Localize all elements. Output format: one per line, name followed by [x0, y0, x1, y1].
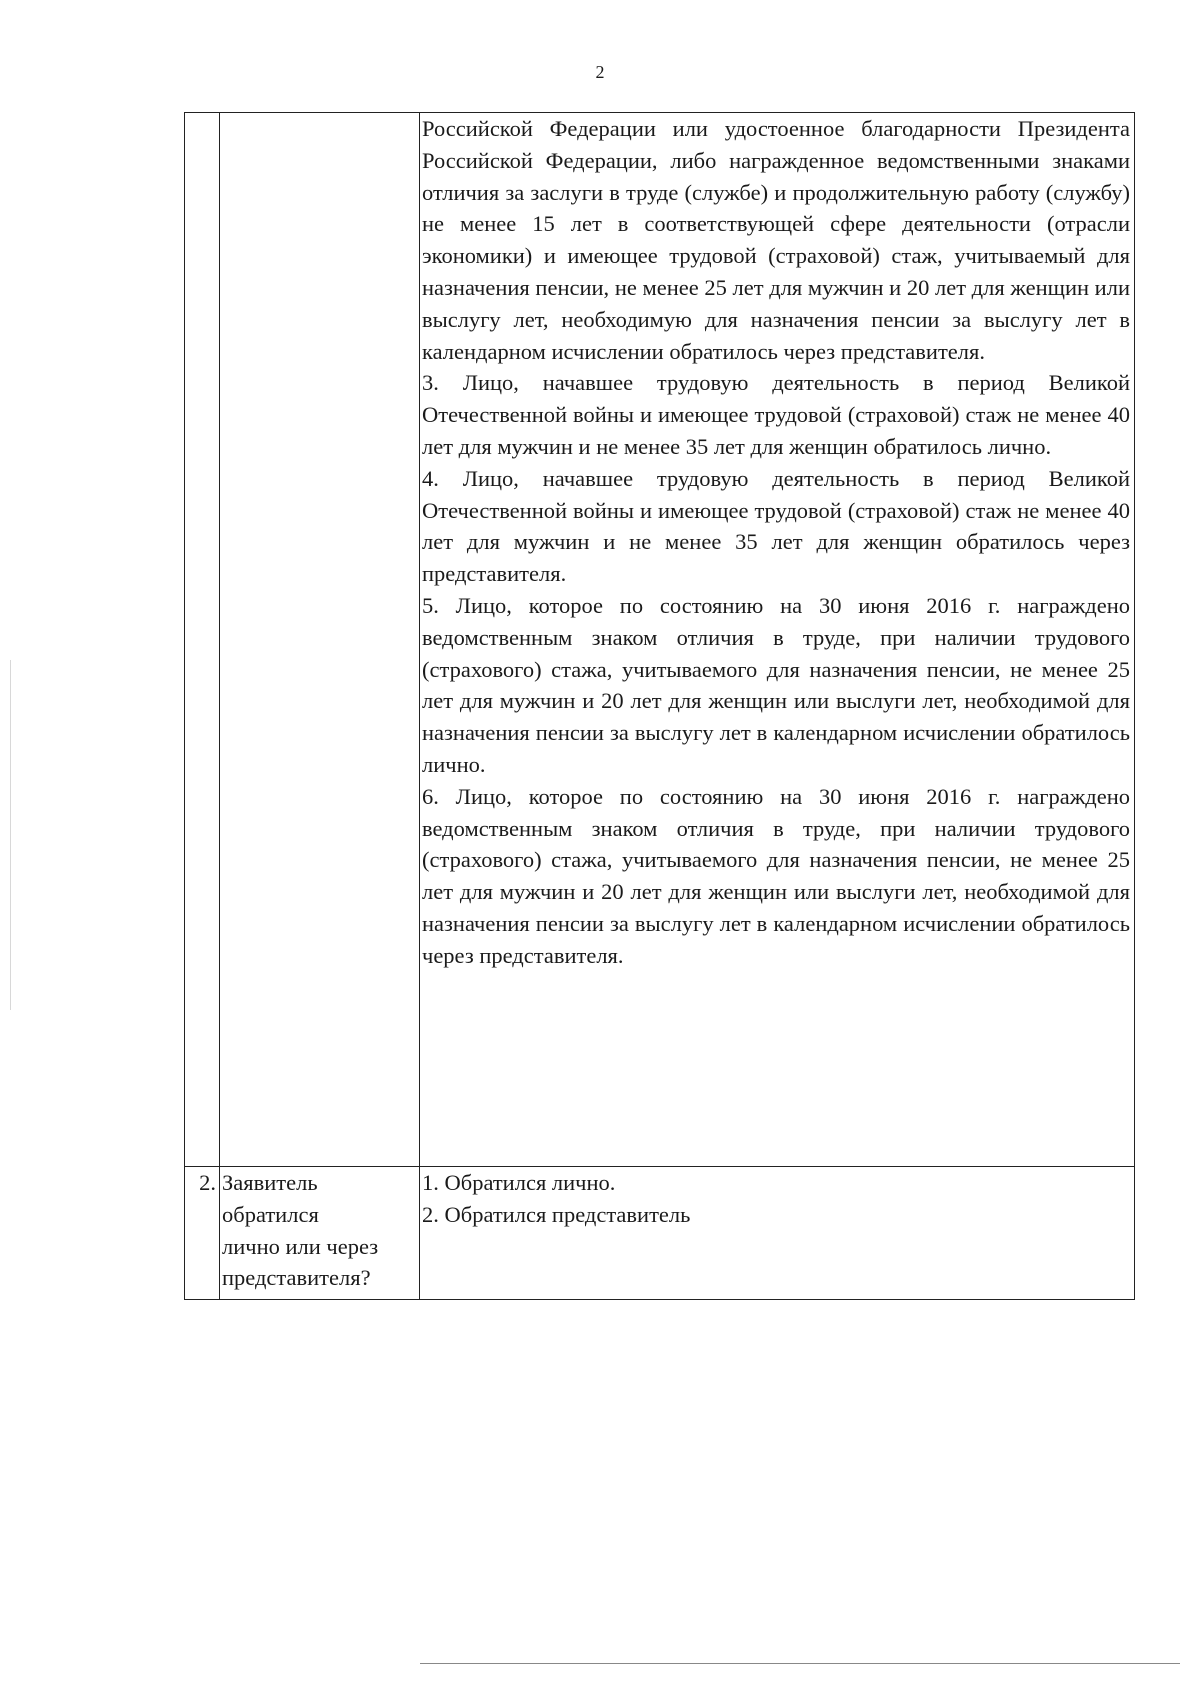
table-row — [185, 1167, 1135, 1300]
table-row — [185, 113, 1135, 1167]
scan-artifact-line — [10, 660, 11, 1010]
answer-option-2: 2. Обратился представитель — [422, 1201, 691, 1227]
question-line: лично или через — [222, 1233, 379, 1259]
page-number: 2 — [595, 62, 605, 82]
answer-option-1: 1. Обратился лично. — [422, 1170, 616, 1195]
question-cell — [220, 113, 420, 1167]
answer-option-4: 4. Лицо, начавшее трудовую деятельность в период Великой Отечественной войны и имеющее трудовой (страховой) стаж не менее 40 лет для мужчин и не менее 35 лет для женщин обратилось через представителя. — [422, 465, 1130, 587]
footer-rule — [420, 1663, 1180, 1664]
answer-option-5: 5. Лицо, которое по состоянию на 30 июня 2016 г. награждено ведомственным знаком отличия в труде, при наличии трудового (страхового) стажа, учитываемого для назначения пенсии, не менее 25 лет для мужчин и 20 лет для женщин или выслуги лет, необходимой для назначения пенсии за выслугу лет в календарном исчислении обратилось лично. — [422, 592, 1130, 777]
row-number-cell — [185, 113, 220, 1167]
question-line: представителя? — [222, 1265, 371, 1291]
answer-option-3: 3. Лицо, начавшее трудовую деятельность в период Великой Отечественной войны и имеющее трудовой (страховой) стаж не менее 40 лет для мужчин и не менее 35 лет для женщин обратилось лично. — [422, 370, 1130, 459]
row-number-cell: 2. — [185, 1167, 220, 1300]
questionnaire-table — [184, 112, 1135, 1300]
answer-options-cell — [420, 1167, 1135, 1300]
answer-options — [420, 113, 1134, 972]
answer-options-cell — [420, 113, 1135, 1167]
answer-option-continuation: Российской Федерации или удостоенное благодарности Президента Российской Федерации, либо награжденное ведомственными знаками отличия за заслуги в труде (службе) и продолжительную работу (службу) не менее 15 лет в соответствующей сфере деятельности (отрасли экономики) и имеющее трудовой (страховой) стаж, учитываемый для назначения пенсии, не менее 25 лет для мужчин и 20 лет для женщин или выслугу лет, необходимую для назначения пенсии за выслугу лет в календарном исчислении обратилось через представителя. — [422, 116, 1130, 364]
question-line: обратился — [222, 1201, 319, 1227]
answer-option-6: 6. Лицо, которое по состоянию на 30 июня 2016 г. награждено ведомственным знаком отличия в труде, при наличии трудового (страхового) стажа, учитываемого для назначения пенсии, не менее 25 лет для мужчин и 20 лет для женщин или выслуги лет, необходимой для назначения пенсии за выслугу лет в календарном исчислении обратилось через представителя. — [422, 783, 1130, 968]
question-cell — [220, 1167, 420, 1300]
question-line: Заявитель — [222, 1170, 318, 1195]
